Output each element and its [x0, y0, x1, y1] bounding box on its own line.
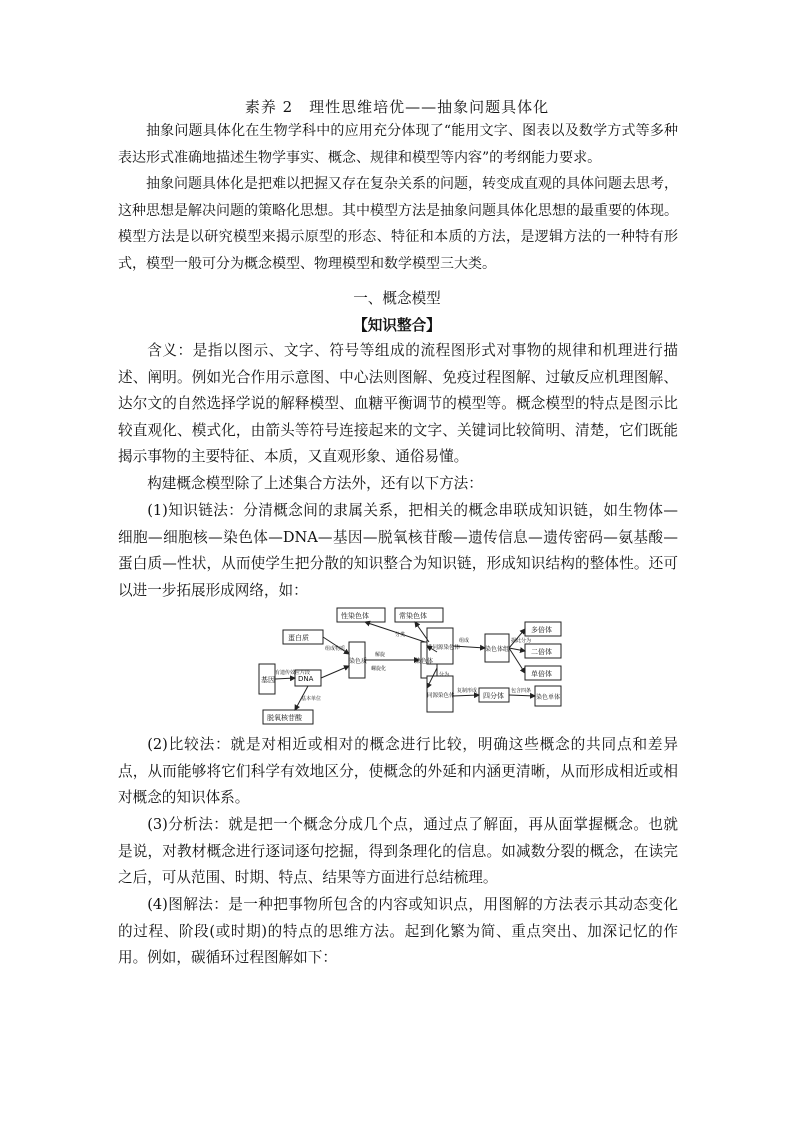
label-dna: DNA	[298, 675, 314, 683]
analysis-paragraph: (3)分析法：就是把一个概念分成几个点，通过点了解面，再从面掌握概念。也就是说，对教材概念进行逐词逐句挖掘，得到条理化的信息。如减数分裂的概念，在读完之后，可从范围、时期、特点、结果等方面进行总结梳理。	[118, 816, 678, 886]
label-chromosome: 染色体	[415, 658, 434, 665]
edge-label-by: 据此分为	[511, 638, 532, 644]
edge-label-compose: 组成物质	[325, 646, 346, 652]
label-gene: 基因	[261, 676, 275, 684]
edge-label-contain: 包含四条	[511, 688, 532, 694]
label-sex-chromosome: 性染色体	[341, 612, 369, 620]
label-tetrad: 四分体	[483, 692, 504, 700]
concept-network-diagram	[255, 606, 565, 726]
label-non-homologous: 非同源染色体	[427, 645, 461, 651]
label-polyploid: 多倍体	[531, 626, 552, 634]
edge-label-replicate: 复制形成	[457, 688, 478, 694]
label-homologous: 同源染色体	[427, 693, 455, 699]
edge-label-divide: 分为	[439, 672, 450, 678]
intro-paragraph-2: 抽象问题具体化是把难以把握又存在复杂关系的问题，转变成直观的具体问题去思考，这种思想是解决问题的策略化思想。其中模型方法是抽象问题具体化思想的最重要的体现。模型方法是以研究模型来揭示原型的形态、特征和本质的方法，是逻辑方法的一种特有形式，模型一般可分为概念模型、物理模型和数学模型三大类。	[118, 176, 678, 272]
edge-label-form: 组成	[459, 638, 470, 644]
section-heading: 一、概念模型	[353, 290, 441, 307]
edge-label-classify: 分类	[395, 632, 406, 638]
edge-label-effective: 有遗传效应片段	[275, 670, 311, 676]
label-diploid: 二倍体	[531, 648, 552, 656]
page-title: 素养 2 理性思维培优——抽象问题具体化	[244, 98, 550, 116]
label-chromatid: 染色单体	[536, 694, 561, 701]
intro-paragraph-1: 抽象问题具体化在生物学科中的应用充分体现了“能用文字、图表以及数学方式等多种表达形式准确地描述生物学事实、概念、规律和模型等内容”的考纲能力要求。	[118, 123, 678, 166]
methods-paragraph: 构建概念模型除了上述集合方法外，还有以下方法：	[147, 475, 483, 492]
subheading: 【知识整合】	[353, 317, 441, 334]
edge-label-basic: 基本单位	[301, 696, 322, 702]
diagram-method-paragraph: (4)图解法：是一种把事物所包含的内容或知识点，用图解的方法表示其动态变化的过程、阶段(或时期)的特点的思维方法。起到化繁为简、重点突出、加深记忆的作用。例如，碳循环过程图解如下：	[118, 896, 678, 966]
label-haploid: 单倍体	[531, 670, 552, 678]
comparison-paragraph: (2)比较法：就是对相近或相对的概念进行比较，明确这些概念的共同点和差异点，从而能够将它们科学有效地区分，使概念的外延和内涵更清晰，从而形成相近或相对概念的知识体系。	[118, 736, 678, 806]
label-protein: 蛋白质	[288, 634, 309, 642]
label-deoxynucleotide: 脱氧核苷酸	[267, 714, 302, 722]
edge-label-spiral: 螺旋化	[371, 666, 387, 672]
edge-label-unwind: 解旋	[375, 652, 386, 658]
meaning-paragraph: 含义：是指以图示、文字、符号等组成的流程图形式对事物的规律和机理进行描述、阐明。例如光合作用示意图、中心法则图解、免疫过程图解、过敏反应机理图解、达尔文的自然选择学说的解释模型、血糖平衡调节的模型等。概念模型的特点是图示比较直观化、模式化，由箭头等符号连接起来的文字、关键词比较简明、清楚，它们既能揭示事物的主要特征、本质，又直观形象、通俗易懂。	[118, 342, 678, 465]
knowledge-chain-paragraph: (1)知识链法：分清概念间的隶属关系，把相关的概念串联成知识链，如生物体—细胞—细胞核—染色体—DNA—基因—脱氧核苷酸—遗传信息—遗传密码—氨基酸—蛋白质—性状，从而使学生把分散的知识整合为知识链，形成知识结构的整体性。还可以进一步拓展形成网络，如：	[118, 502, 678, 599]
label-autosome: 常染色体	[399, 612, 427, 620]
label-chromosome-group: 染色体组	[485, 646, 510, 653]
label-chromatin: 染色质	[349, 658, 368, 665]
